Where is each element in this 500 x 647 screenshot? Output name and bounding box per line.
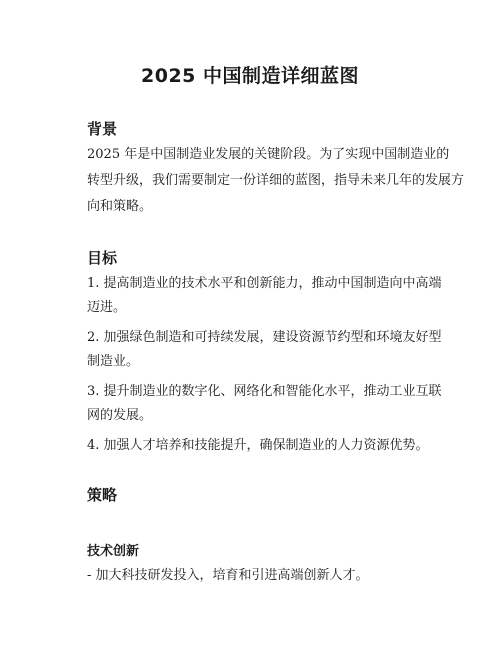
tech-innovation-paragraph	[87, 563, 455, 589]
goal-line: 网的发展。	[87, 408, 153, 423]
goal-line: 1. 提高制造业的技术水平和创新能力，推动中国制造向中高端	[87, 276, 442, 291]
goal-item	[87, 326, 455, 374]
background-heading: 背景	[87, 120, 118, 138]
tech-innovation-line: - 加大科技研发投入，培育和引进高端创新人才。	[87, 568, 369, 583]
goals-list	[87, 272, 455, 464]
tech-innovation-heading: 技术创新	[87, 544, 140, 559]
goal-item	[87, 380, 455, 428]
goal-line: 制造业。	[87, 354, 140, 369]
document-title: 2025 中国制造详细蓝图	[141, 65, 359, 87]
goal-item	[87, 434, 455, 458]
background-paragraph	[87, 142, 465, 220]
goals-heading: 目标	[87, 249, 118, 267]
background-line: 2025 年是中国制造业发展的关键阶段。为了实现中国制造业的	[87, 147, 450, 162]
background-line: 转型升级，我们需要制定一份详细的蓝图，指导未来几年的发展方	[87, 173, 465, 188]
goal-line: 3. 提升制造业的数字化、网络化和智能化水平，推动工业互联	[87, 384, 442, 399]
goal-line: 迈进。	[87, 300, 127, 315]
goal-line: 4. 加强人才培养和技能提升，确保制造业的人力资源优势。	[87, 438, 429, 453]
goal-line: 2. 加强绿色制造和可持续发展，建设资源节约型和环境友好型	[87, 330, 442, 345]
background-line: 向和策略。	[87, 199, 153, 214]
goal-item	[87, 272, 455, 320]
strategy-heading: 策略	[87, 486, 118, 504]
